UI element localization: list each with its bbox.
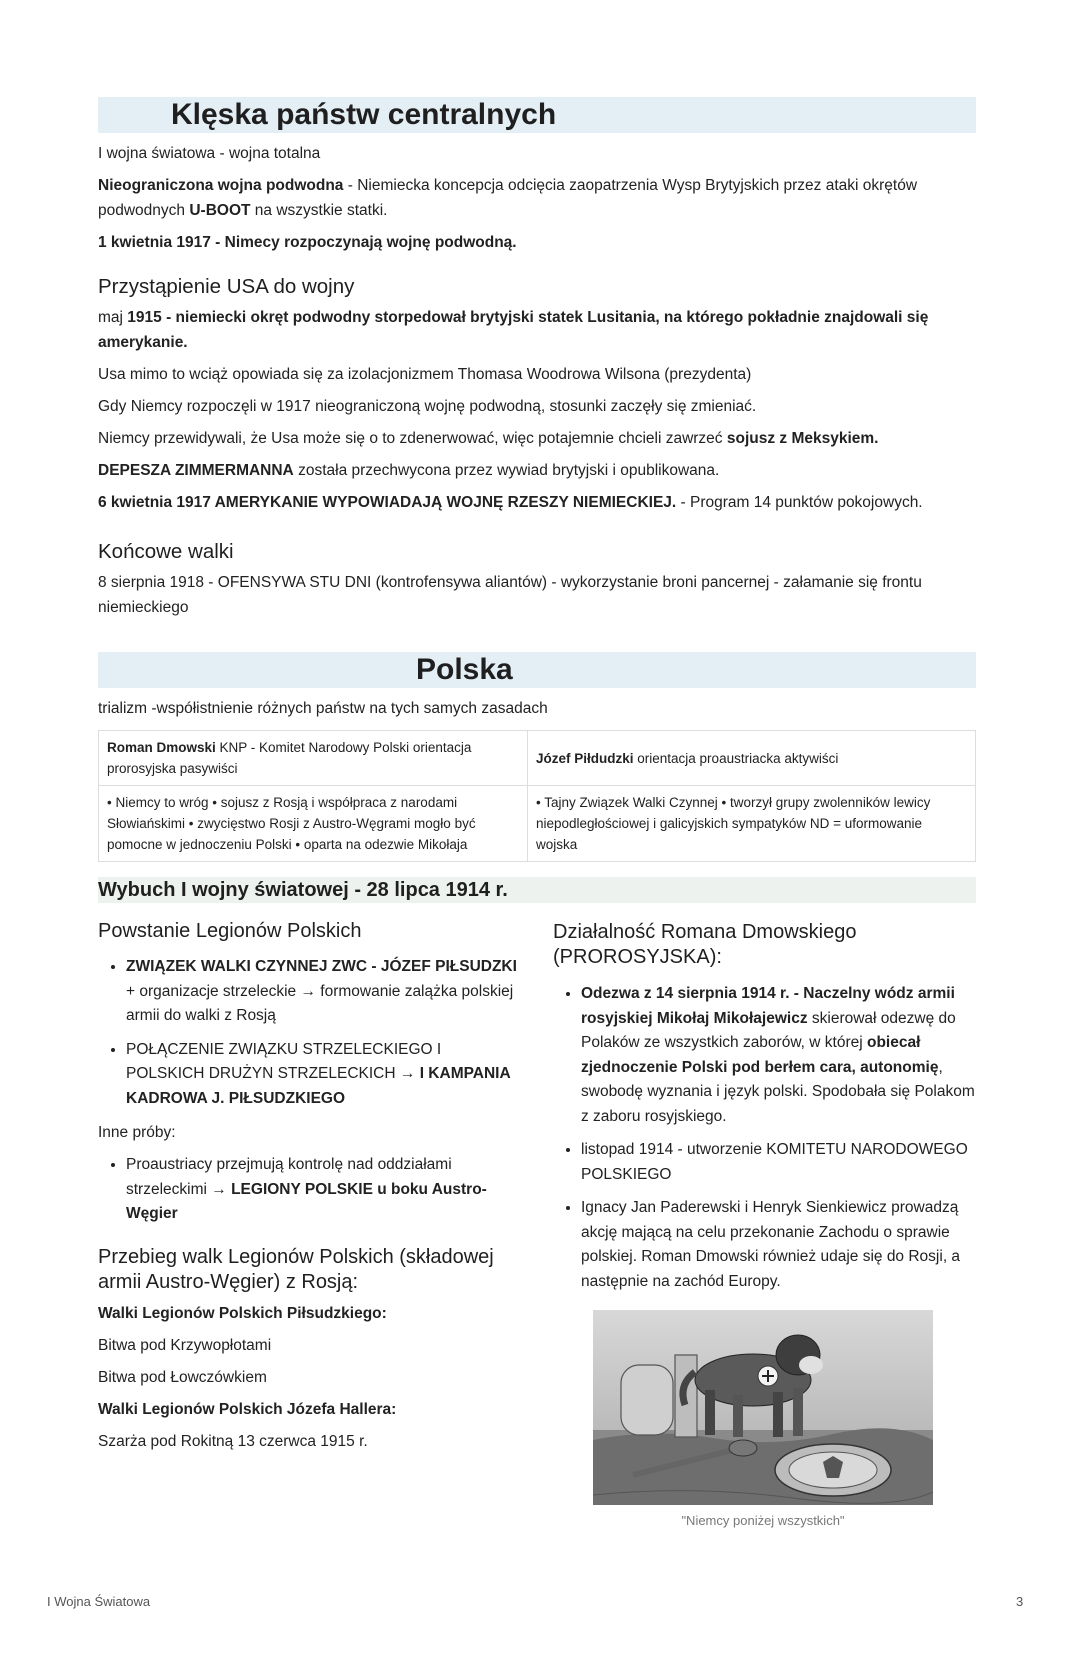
section-polska	[98, 652, 976, 862]
usa-p1-lead: maj	[98, 309, 128, 326]
battle-1: Bitwa pod Krzywopłotami	[98, 1336, 272, 1354]
item-bold: ZWIĄZEK WALKI CZYNNEJ ZWC - JÓZEF PIŁSUDZKI	[126, 958, 517, 975]
dog-illustration-image	[593, 1310, 933, 1505]
item-bold: LEGIONY POLSKIE u boku Austro-Węgier	[126, 1180, 487, 1222]
usa-p6-bold: 6 kwietnia 1917 AMERYKANIE WYPOWIADAJĄ WOJNĘ RZESZY NIEMIECKIEJ.	[98, 494, 677, 511]
list-item	[126, 1153, 518, 1227]
usa-p2: Usa mimo to wciąż opowiada się za izolacjonizmem Thomasa Woodrowa Wilsona (prezydenta)	[98, 366, 752, 383]
item-text: skierował odezwę do Polaków ze wszystkich zaborów, w której	[581, 1009, 956, 1051]
trializm: trializm -współistnienie różnych państw na tych samych zasadach	[98, 700, 548, 717]
date-line: 1 kwietnia 1917 - Nimecy rozpoczynają wojnę podwodną.	[98, 234, 517, 251]
footer-title: I Wojna Światowa	[47, 1594, 151, 1609]
usa-p4	[98, 426, 976, 451]
pilsudski-battles: Walki Legionów Polskich Piłsudzkiego:	[98, 1304, 387, 1322]
subtitle: I wojna światowa - wojna totalna	[98, 145, 321, 162]
table-row	[99, 731, 976, 786]
battles-heading: Przebieg walk Legionów Polskich (składowej armii Austro-Węgier) z Rosją:	[98, 1245, 494, 1293]
cell-bold: Roman Dmowski	[107, 740, 216, 755]
legions-list	[98, 955, 518, 1111]
usa-p5	[98, 458, 976, 483]
usa-p5-bold: DEPESZA ZIMMERMANNA	[98, 462, 294, 479]
usa-p6	[98, 490, 976, 515]
list-item: • listopad 1914 - utworzenie KOMITETU NARODOWEGO POLSKIEGO	[581, 1138, 978, 1187]
polska-title: Polska	[416, 653, 513, 686]
item-text: POŁĄCZENIE ZWIĄZKU STRZELECKIEGO I POLSKICH DRUŻYN STRZELECKICH →	[126, 1040, 442, 1082]
table-cell: • Tajny Związek Walki Czynnej • tworzył grupy zwolenników lewicy niepodległościowej i galicyjskich sympatyków ND = uformowanie wojska	[528, 786, 976, 862]
item-bold: I KAMPANIA KADROWA J. PIŁSUDZKIEGO	[126, 1065, 511, 1107]
section-central-powers	[98, 97, 976, 255]
uboot-text2: na wszystkie statki.	[250, 202, 388, 219]
list-item: • Ignacy Jan Paderewski i Henryk Sienkiewicz prowadzą akcję mającą na celu przekonanie Zachodu o sprawie polskiej. Roman Dmowski również udaje się do Rosji, a następnie na zachód Europy.	[581, 1196, 978, 1294]
dmowski-list	[553, 982, 978, 1294]
final-text: 8 sierpnia 1918 - OFENSYWA STU DNI (kontrofensywa aliantów) - wykorzystanie broni pancernej - załamanie się frontu niemieckiego	[98, 574, 922, 616]
table-row	[99, 786, 976, 862]
haller-battles: Walki Legionów Polskich Józefa Hallera:	[98, 1400, 397, 1418]
uboot-term: Nieograniczona wojna podwodna	[98, 177, 344, 194]
cell-text: orientacja proaustriacka aktywiści	[633, 750, 839, 766]
section-outbreak	[98, 877, 976, 903]
usa-heading: Przystąpienie USA do wojny	[98, 275, 355, 298]
orientation-table	[98, 730, 976, 862]
usa-p1-bold: 1915 - niemiecki okręt podwodny storpedował brytyjski statek Lusitania, na którego pokładnie znajdowali się amerykanie.	[98, 309, 929, 351]
cell-bold: Józef Piłdudzki	[536, 750, 634, 766]
table-cell	[528, 731, 976, 786]
table-cell: • Niemcy to wróg • sojusz z Rosją i współpraca z narodami Słowiańskimi • zwycięstwo Rosji z Austro-Węgrami mogło być pomocne w jednoczeniu Polski • oparta na odezwie Mikołaja	[99, 786, 528, 862]
uboot-paragraph	[98, 173, 976, 223]
uboot-boot: U-BOOT	[189, 202, 251, 219]
section-usa	[98, 275, 976, 515]
final-heading: Końcowe walki	[98, 540, 234, 563]
page-number: 3	[1016, 1594, 1024, 1609]
legions-heading: Powstanie Legionów Polskich	[98, 920, 362, 942]
usa-p4-bold: sojusz z Meksykiem.	[726, 430, 879, 447]
battle-2: Bitwa pod Łowczówkiem	[98, 1368, 267, 1386]
item-text: , swobodę wyznania i język polski. Spodobała się Polakom z zaboru rosyjskiego.	[581, 1058, 975, 1125]
polska-heading-bar	[98, 652, 976, 688]
uboot-text1: - Niemiecka koncepcja odcięcia zaopatrzenia Wysp Brytyjskich przez ataki okrętów podwodnych	[98, 177, 918, 219]
dmowski-heading: Działalność Romana Dmowskiego (PROROSYJSKA):	[553, 921, 857, 968]
list-item	[126, 1038, 518, 1112]
usa-p1	[98, 305, 976, 355]
usa-p4-text: Niemcy przewidywali, że Usa może się o to zdenerwować, więc potajemnie chcieli zawrzeć	[98, 430, 727, 447]
heading-bar	[98, 97, 976, 133]
item-bold: Odezwa z 14 sierpnia 1914 r. - Naczelny wódz armii rosyjskiej Mikołaj Mikołajewicz	[581, 985, 955, 1027]
item-bold: obiecał zjednoczenie Polski pod berłem cara, autonomię	[581, 1034, 939, 1076]
cell-text: KNP - Komitet Narodowy Polski orientacja prorosyjska pasywiści	[107, 740, 472, 776]
illustration-caption: "Niemcy poniżej wszystkich"	[681, 1513, 845, 1528]
section-final-battles	[98, 540, 976, 620]
page-title: Klęska państw centralnych	[171, 98, 557, 131]
illustration	[593, 1310, 933, 1505]
right-column	[553, 920, 978, 1528]
outbreak-heading: Wybuch I wojny światowej - 28 lipca 1914 r.	[98, 877, 976, 903]
usa-p3: Gdy Niemcy rozpoczęli w 1917 nieograniczoną wojnę podwodną, stosunki zaczęły się zmieniać.	[98, 398, 757, 415]
usa-p6-text: - Program 14 punktów pokojowych.	[676, 494, 923, 511]
battle-3: Szarża pod Rokitną 13 czerwca 1915 r.	[98, 1432, 368, 1450]
other-list	[98, 1153, 518, 1227]
list-item	[126, 955, 518, 1029]
list-item	[581, 982, 978, 1129]
other-attempts: Inne próby:	[98, 1124, 176, 1141]
left-column	[98, 920, 518, 1454]
table-cell	[99, 731, 528, 786]
usa-p5-text: została przechwycona przez wywiad brytyjski i opublikowana.	[293, 462, 720, 479]
item-text: + organizacje strzeleckie → formowanie zalążka polskiej armii do walki z Rosją	[126, 982, 514, 1024]
item-text: Proaustriacy przejmują kontrolę nad oddziałami strzeleckimi →	[126, 1156, 452, 1198]
